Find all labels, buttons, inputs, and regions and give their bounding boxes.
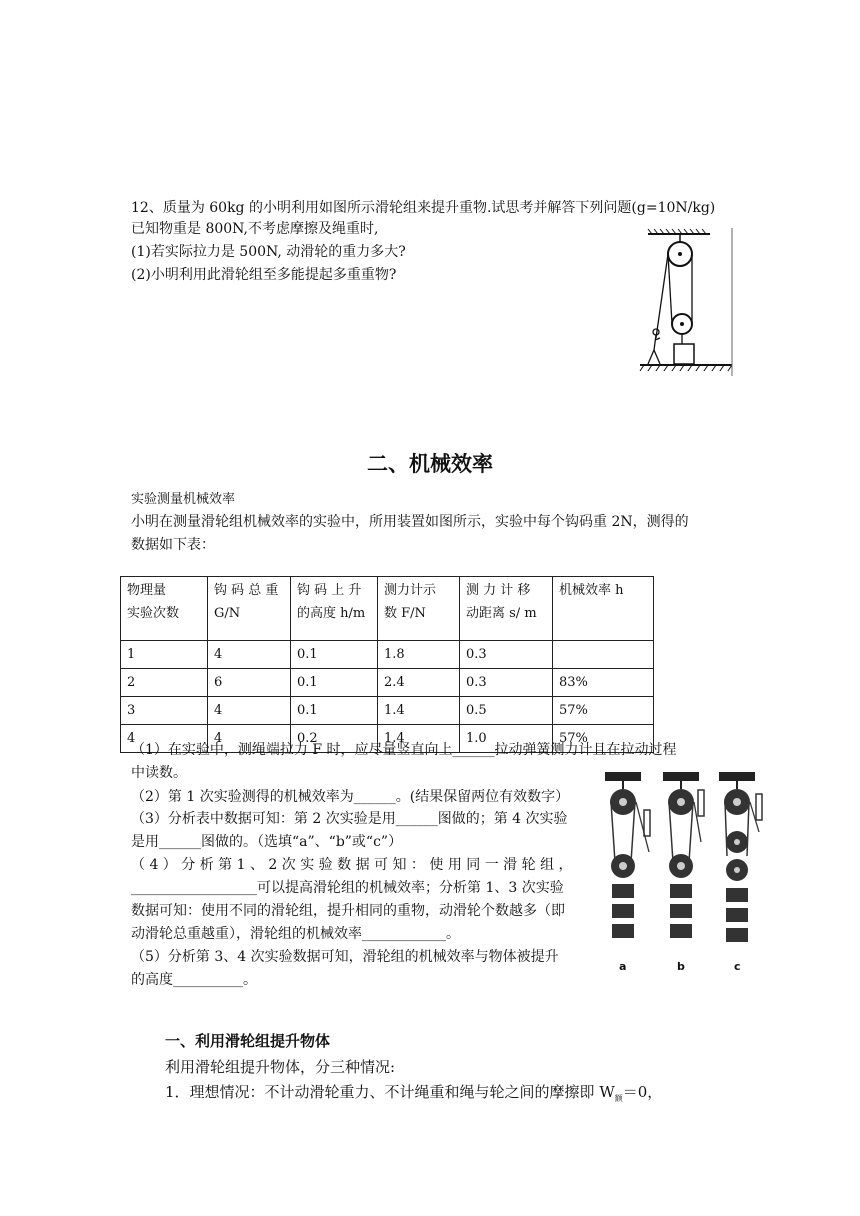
figure-label-b: b [677,960,685,973]
question4-line2: __________________可以提高滑轮组的机械效率；分析第 1、3 次实验 [131,880,564,896]
table-header-cell: 测 力 计 移 动距离 s/ m [460,577,553,641]
table-cell: 4 [208,641,291,669]
pulley-setup-b [663,772,704,938]
section-subtitle: 实验测量机械效率 [131,492,236,507]
table-cell: 57% [553,725,654,753]
table-header-cell: 机械效率 h [553,577,654,641]
table-cell: 4 [121,725,208,753]
problem12-question2: (2)小明利用此滑轮组至多能提起多重重物? [131,267,397,283]
table-row [121,697,654,725]
section1-line2: 1．理想情况：不计动滑轮重力、不计绳重和绳与轮之间的摩擦即 $W_额=0$， [165,1083,663,1103]
table-header-cell: 钩 码 总 重 G/N [208,577,291,641]
table-cell: 83% [553,669,654,697]
problem12-line1: 12、质量为 60kg 的小明利用如图所示滑轮组来提升重物.试思考并解答下列问题(g=10N/kg) [131,200,716,216]
question4-line3: 数据可知：使用不同的滑轮组，提升相同的重物，动滑轮个数越多（即 [131,903,565,919]
table-cell: 0.3 [460,669,553,697]
question1-line2: 中读数。 [131,765,187,781]
table-cell: 6 [208,669,291,697]
table-header-cell: 钩 码 上 升 的高度 h/m [291,577,378,641]
table-header-row [121,577,654,641]
section-title-mechanical-efficiency: 二、机械效率 [367,452,493,476]
question4-line4: 动滑轮总重越重），滑轮组的机械效率____________。 [131,926,460,942]
figure-label-a: a [619,960,627,973]
table-cell: 4 [208,725,291,753]
table-cell: 0.3 [460,641,553,669]
table-cell: 57% [553,697,654,725]
table-cell: 1 [121,641,208,669]
question4-line1: （ 4 ） 分 析 第 1 、 2 次 实 验 数 据 可 知 ： 使 用 同 一 滑 轮 组 ， [131,857,573,873]
section-title-pulley-lifting: 一、利用滑轮组提升物体 [165,1032,331,1050]
table-cell: 0.1 [291,641,378,669]
question2: （2）第 1 次实验测得的机械效率为______。(结果保留两位有效数字） [131,789,570,805]
table-cell: 1.8 [378,641,460,669]
question3-line1: （3）分析表中数据可知：第 2 次实验是用______图做的；第 4 次实验 [131,811,568,827]
pulley-setup-c [719,772,762,942]
table-cell [553,641,654,669]
table-row [121,669,654,697]
table-cell: 1.4 [378,725,460,753]
question5-line1: （5）分析第 3、4 次实验数据可知，滑轮组的机械效率与物体被提升 [131,949,559,965]
table-cell: 0.2 [291,725,378,753]
experiment-data-table [120,576,654,753]
question3-line2: 是用______图做的。（选填“a”、“b”或“c”） [131,834,403,850]
section-intro-line2: 数据如下表： [131,537,215,553]
section-intro-line1: 小明在测量滑轮组机械效率的实验中，所用装置如图所示，实验中每个钩码重 2N，测得的 [131,514,689,530]
problem12-line2: 已知物重是 800N,不考虑摩擦及绳重时, [131,221,379,237]
table-cell: 0.5 [460,697,553,725]
table-row [121,641,654,669]
question5-line2: 的高度__________。 [131,972,257,988]
table-cell: 1.0 [460,725,553,753]
section1-line1: 利用滑轮组提升物体，分三种情况: [165,1058,396,1076]
table-cell: 0.1 [291,669,378,697]
pulley-setups-figure [597,772,780,978]
pulley-setup-a [605,772,650,938]
table-cell: 2.4 [378,669,460,697]
table-cell: 0.1 [291,697,378,725]
table-cell: 2 [121,669,208,697]
problem12-question1: (1)若实际拉力是 500N, 动滑轮的重力多大? [131,244,406,260]
table-header-cell: 测力计示 数 F/N [378,577,460,641]
table-header-cell: 物理量 实验次数 [121,577,208,641]
figure-label-c: c [734,960,741,973]
pulley-person-figure [638,228,734,378]
table-cell: 4 [208,697,291,725]
question1-line1: （1）在实验中，测绳端拉力 F 时，应尽量竖直向上______拉动弹簧测力计且在拉动过程 [131,742,677,758]
table-cell: 1.4 [378,697,460,725]
table-cell: 3 [121,697,208,725]
